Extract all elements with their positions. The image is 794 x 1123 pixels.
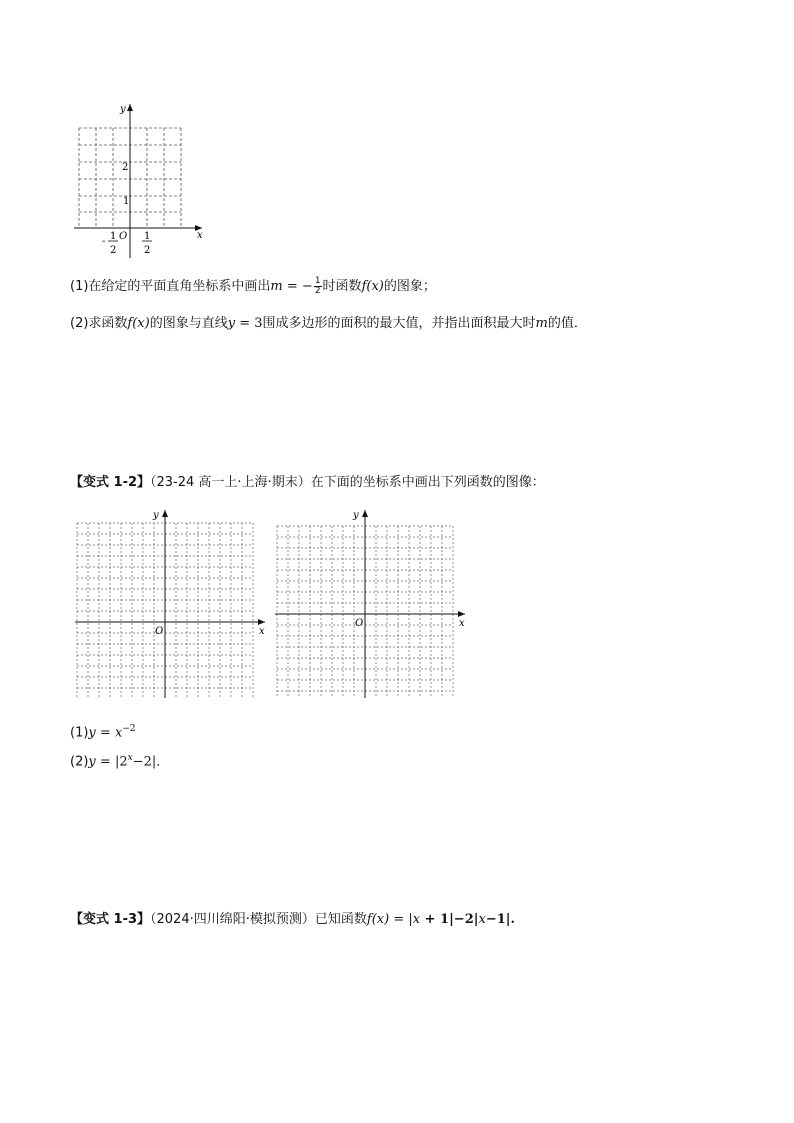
variant-source: （2024·四川绵阳·模拟预测） [150,912,315,927]
part1-prefix: (1)在给定的平面直角坐标系中画出 [70,279,271,294]
item1-exp: −2 [122,724,136,734]
var-x2: x [478,912,486,927]
variant-1-3-heading [70,911,515,929]
item2-eq: = |2 [95,754,128,770]
tick-label-y1: 1 [123,196,130,207]
origin-label: O [119,231,128,242]
item2-exp: x [127,753,133,763]
part1-suffix: 的图象； [383,279,436,294]
variant-1-2-heading [70,474,545,492]
item2-tail: −2|． [132,754,170,770]
origin-label: O [155,626,164,637]
func-arg: (x) [132,316,150,331]
y-axis-label: y [353,510,359,521]
y-axis-label: y [153,510,159,521]
func-f: f [127,316,133,331]
variant-tag: 【变式 1-2】 [70,475,151,490]
part2-mid2: 围成多边形的面积的最大值，并指出面积最大时 [262,316,536,331]
expr-part1: + 1|−2| [420,912,479,927]
func-f: f [366,912,372,927]
fraction-half: $\frac{1}{2}$ [314,276,321,296]
variant-tag: 【变式 1-3】 [70,912,151,927]
tick-half-num: 1 [144,231,151,242]
var-m: m [270,279,283,294]
line-y: y [227,316,236,331]
line-eq: = 3 [235,316,263,331]
tick-neg-half-den: 2 [110,245,117,256]
func-f: f [361,279,367,294]
tick-half-den: 2 [144,245,151,256]
expr-part2: −1|. [485,912,516,927]
part1-mid: 时函数 [322,279,362,294]
variant-1-2-item-1 [70,720,136,742]
origin-label: O [355,618,364,629]
var-m: m [535,316,548,331]
x-axis-label: x [197,230,203,241]
eq-abs-open: = | [389,912,413,927]
question-part-1 [70,277,436,296]
tick-label-y2: 2 [122,162,129,173]
part2-suffix: 的值． [547,316,587,331]
item1-prefix: (1) [70,725,89,741]
tick-neg-sign: - [102,236,106,247]
coordinate-grid-small [70,98,210,260]
part2-mid1: 的图象与直线 [149,316,228,331]
item1-y: y [88,725,96,741]
variant-source: （23-24 高一上·上海·期末） [150,475,311,490]
func-arg: (x) [371,912,390,927]
coordinate-grid-left [70,508,272,698]
x-axis-label: x [259,626,265,637]
variant-text: 已知函数 [314,912,367,927]
var-x1: x [412,912,421,927]
func-arg: (x) [366,279,384,294]
variant-text: 在下面的坐标系中画出下列函数的图像： [310,475,545,490]
tick-neg-half-num: 1 [110,231,117,242]
eq-minus: = − [282,279,313,294]
coordinate-grid-right [272,508,468,698]
y-axis-label: y [120,104,126,115]
question-part-2 [70,315,587,333]
item1-x: x [114,725,123,741]
variant-1-2-item-2 [70,749,169,771]
x-axis-label: x [459,618,465,629]
part2-prefix: (2)求函数 [70,316,128,331]
item2-y: y [88,754,96,770]
item1-eq: = [95,725,115,741]
item2-prefix: (2) [70,754,89,770]
